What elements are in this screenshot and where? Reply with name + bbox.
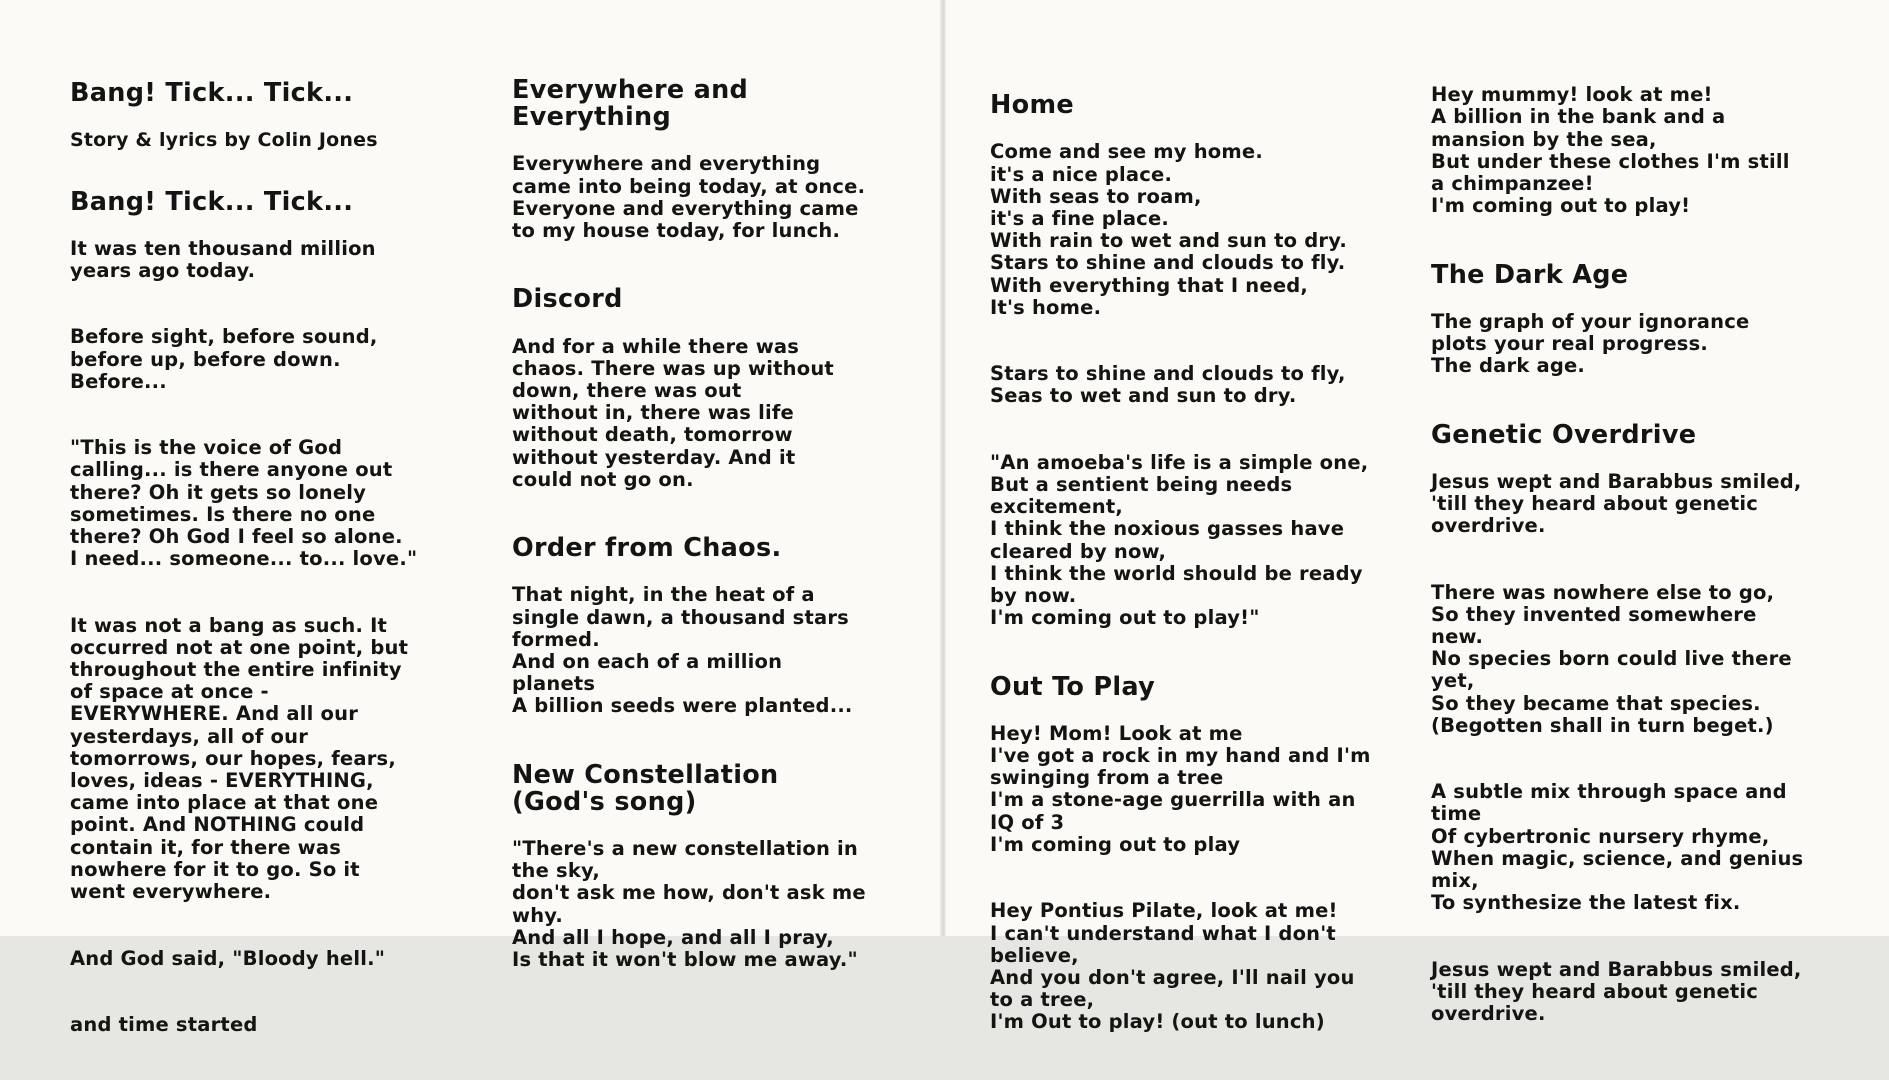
lyric-stanza: "An amoeba's life is a simple one, But a sentient being needs excitement, I think the noxious gasses have cleared by now, I think the world should be ready by now. I'm coming out to play!" [990,450,1369,630]
lyric-stanza: And for a while there was chaos. There was up without down, there was out without in, there was life without death, tomorrow without yesterday. And it could not go on. [512,334,834,491]
lyric-stanza: Before sight, before sound, before up, before down. Before... [70,325,378,393]
lyric-stanza: And God said, "Bloody hell." [70,946,386,970]
lyric-stanza: There was nowhere else to go, So they invented somewhere new. No species born could live there yet, So they became that species. (Begotten shall in turn beget.) [1431,580,1792,737]
lyric-stanza: It was ten thousand million years ago today. [70,236,376,283]
booklet-gutter [940,0,946,936]
lyric-stanza: The graph of your ignorance plots your real progress. The dark age. [1431,309,1750,378]
lyric-stanza: Come and see my home. it's a nice place. With seas to roam, it's a fine place. With rain to wet and sun to dry. Stars to shine and clouds to fly. With everything that I need, It's home. [990,140,1347,319]
column-2 [512,55,907,1016]
lyric-stanza: "This is the voice of God calling... is there anyone out there? Oh it gets so lonely sometimes. Is there no one there? Oh God I feel so alone. I need... someone... to... love." [70,436,418,571]
lyric-stanza: A subtle mix through space and time Of cybertronic nursery rhyme, When magic, science, and genius mix, To synthesize the latest fix. [1431,780,1804,915]
song-title-home: Home [990,90,1074,121]
lyric-stanza: Stars to shine and clouds to fly, Seas to wet and sun to dry. [990,362,1346,408]
lyric-stanza: Hey! Mom! Look at me I've got a rock in my hand and I'm swinging from a tree I'm a stone-age guerrilla with an IQ of 3 I'm coming out to play [990,721,1371,856]
column-1 [70,58,450,1080]
song-title-dark-age: The Dark Age [1431,259,1629,290]
song-title-new-constellation: New Constellation (God's song) [512,759,779,817]
lyric-stanza: "There's a new constellation in the sky, don't ask me how, don't ask me why. And all I hope, and all I pray, Is that it won't blow me away." [512,837,866,972]
lyric-stanza: and time started [70,1012,258,1036]
song-title-genetic-overdrive: Genetic Overdrive [1431,419,1697,450]
column-3 [990,70,1410,1078]
lyric-stanza: Jesus wept and Barabbus smiled, 'till they heard about genetic overdrive. [1431,469,1802,538]
song-title-out-to-play: Out To Play [990,671,1156,702]
lyric-stanza: Jesus wept and Barabbus smiled, 'till they heard about genetic overdrive. [1431,957,1802,1026]
lyric-stanza: Hey mummy! look at me! A billion in the bank and a mansion by the sea, But under these clothes I'm still a chimpanzee! I'm coming out to play! [1431,83,1790,218]
song-title-discord: Discord [512,284,623,315]
lyric-stanza: Everywhere and everything came into being today, at once. Everyone and everything came to my house today, for lunch. [512,152,866,243]
song-title-order-from-chaos: Order from Chaos. [512,533,782,564]
column-4 [1431,62,1851,1070]
song-title-bang-tick: Bang! Tick... Tick... [70,186,354,217]
lyric-stanza: Hey Pontius Pilate, look at me! I can't understand what I don't believe, And you don't agree, I'll nail you to a tree, I'm Out to play! (out to lunch) [990,899,1355,1034]
song-title-everywhere: Everywhere and Everything [512,75,749,133]
booklet-credit: Story & lyrics by Colin Jones [70,129,378,152]
booklet-title: Bang! Tick... Tick... [70,78,354,109]
lyric-stanza: That night, in the heat of a single dawn, a thousand stars formed. And on each of a million planets A billion seeds were planted... [512,583,853,718]
lyric-stanza: It was not a bang as such. It occurred not at one point, but throughout the entire infinity of space at once - EVERYWHERE. And all our yesterdays, all of our tomorrows, our hopes, fears, loves, ideas - EVERYTHING, came into place at that one point. And NOTHING could contain it, for there was nowhere for it to go. So it went everywhere. [70,613,409,904]
